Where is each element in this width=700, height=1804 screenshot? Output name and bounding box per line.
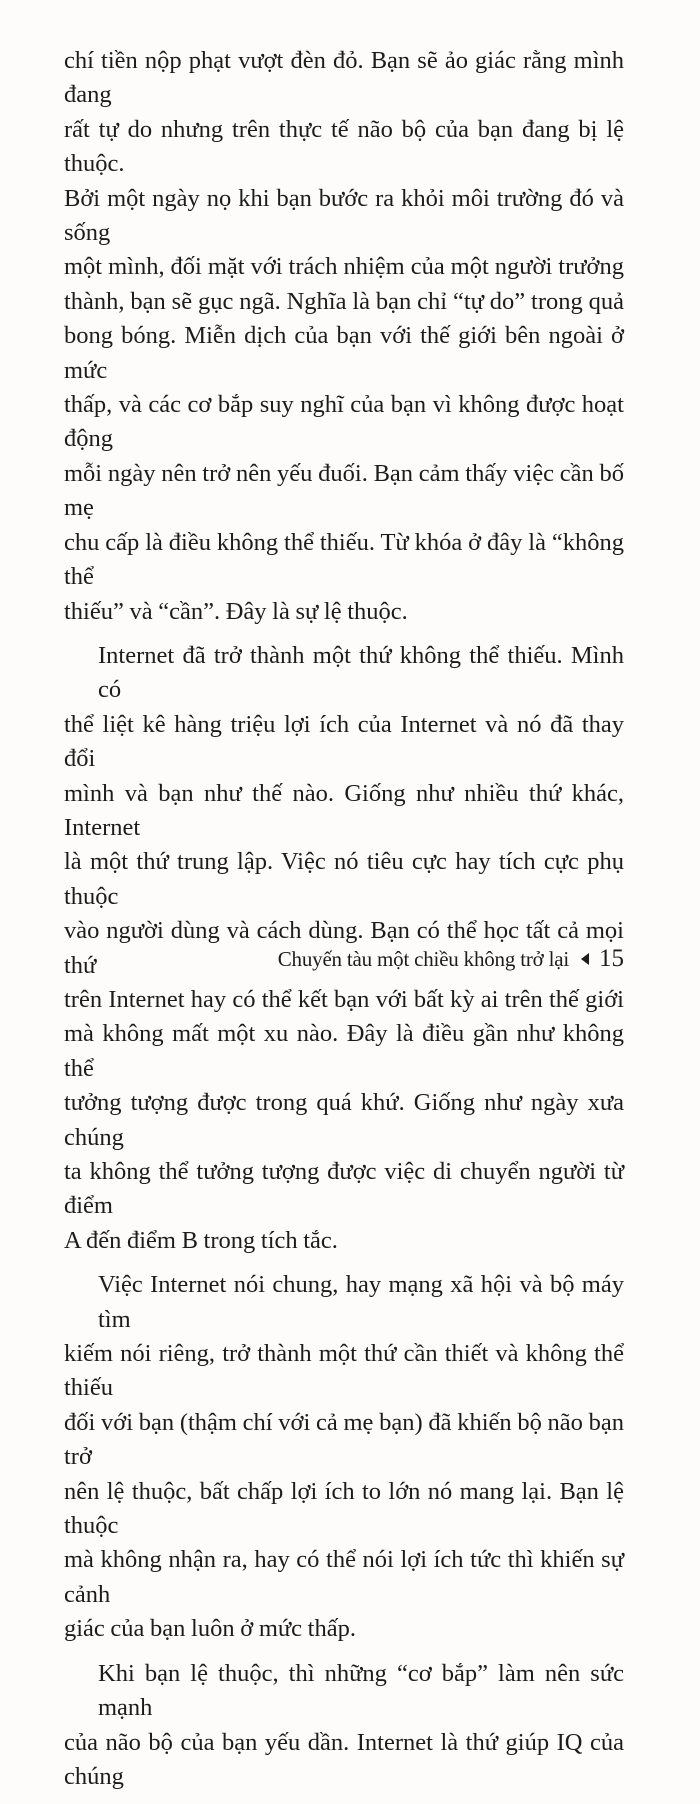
text-line: rất tự do nhưng trên thực tế não bộ của bạn đang bị lệ thuộc. (64, 115, 624, 178)
text-line: của não bộ của bạn yếu dần. Internet là thứ giúp IQ của chúng (64, 1728, 624, 1790)
page-number: 15 (599, 945, 624, 972)
text-line: thiếu” và “cần”. Đây là sự lệ thuộc. (64, 597, 408, 625)
text-line: tưởng tượng được trong quá khứ. Giống như ngày xưa chúng (64, 1089, 624, 1151)
text-line: giác của bạn luôn ở mức thấp. (64, 1615, 356, 1643)
text-line: mà không nhận ra, hay có thể nói lợi ích tức thì khiến sự cảnh (64, 1546, 624, 1608)
paragraph-4 (64, 1657, 624, 1795)
text-line: chí tiền nộp phạt vượt đèn đỏ. Bạn sẽ ảo giác rằng mình đang (64, 47, 624, 109)
text-line: chu cấp là điều không thể thiếu. Từ khóa ở đây là “không thể (64, 528, 624, 591)
paragraph-1 (64, 44, 624, 629)
text-line: nên lệ thuộc, bất chấp lợi ích to lớn nó mang lại. Bạn lệ thuộc (64, 1477, 624, 1540)
text-line: thấp, và các cơ bắp suy nghĩ của bạn vì không được hoạt động (64, 391, 624, 453)
text-line: mình và bạn như thế nào. Giống như nhiều thứ khác, Internet (64, 779, 624, 841)
body-text (64, 44, 624, 1804)
text-line: một mình, đối mặt với trách nhiệm của một người trưởng (64, 253, 624, 281)
paragraph-3 (64, 1268, 624, 1646)
text-line: thể liệt kê hàng triệu lợi ích của Internet và nó đã thay đổi (64, 710, 624, 773)
text-line: A đến điểm B trong tích tắc. (64, 1226, 338, 1254)
text-line: Việc Internet nói chung, hay mạng xã hội và bộ máy tìm (98, 1271, 624, 1333)
text-line: Khi bạn lệ thuộc, thì những “cơ bắp” làm nên sức mạnh (98, 1659, 624, 1722)
text-line: Internet đã trở thành một thứ không thể thiếu. Mình có (98, 641, 624, 704)
text-line: trên Internet hay có thể kết bạn với bất kỳ ai trên thế giới (64, 985, 624, 1013)
text-line: mà không mất một xu nào. Đây là điều gần như không thể (64, 1020, 624, 1082)
text-line: ta không thể tưởng tượng được việc di chuyển người từ điểm (64, 1158, 624, 1220)
triangle-left-icon (581, 953, 589, 965)
text-line: mỗi ngày nên trở nên yếu đuối. Bạn cảm thấy việc cần bố mẹ (64, 459, 624, 522)
text-line: Bởi một ngày nọ khi bạn bước ra khỏi môi trường đó và sống (64, 184, 624, 247)
text-line: đối với bạn (thậm chí với cả mẹ bạn) đã khiến bộ não bạn trở (64, 1408, 624, 1471)
running-head: Chuyến tàu một chiều không trở lại (277, 946, 569, 971)
text-line: thành, bạn sẽ gục ngã. Nghĩa là bạn chỉ “tự do” trong quả (64, 287, 624, 315)
page-footer (278, 942, 624, 976)
text-line: bong bóng. Miễn dịch của bạn với thế giới bên ngoài ở mức (64, 322, 624, 384)
text-line: kiếm nói riêng, trở thành một thứ cần thiết và không thể thiếu (64, 1340, 624, 1402)
text-line: vào người dùng và cách dùng. Bạn có thể học tất cả mọi thứ (64, 917, 624, 979)
text-line: là một thứ trung lập. Việc nó tiêu cực hay tích cực phụ thuộc (64, 848, 624, 910)
